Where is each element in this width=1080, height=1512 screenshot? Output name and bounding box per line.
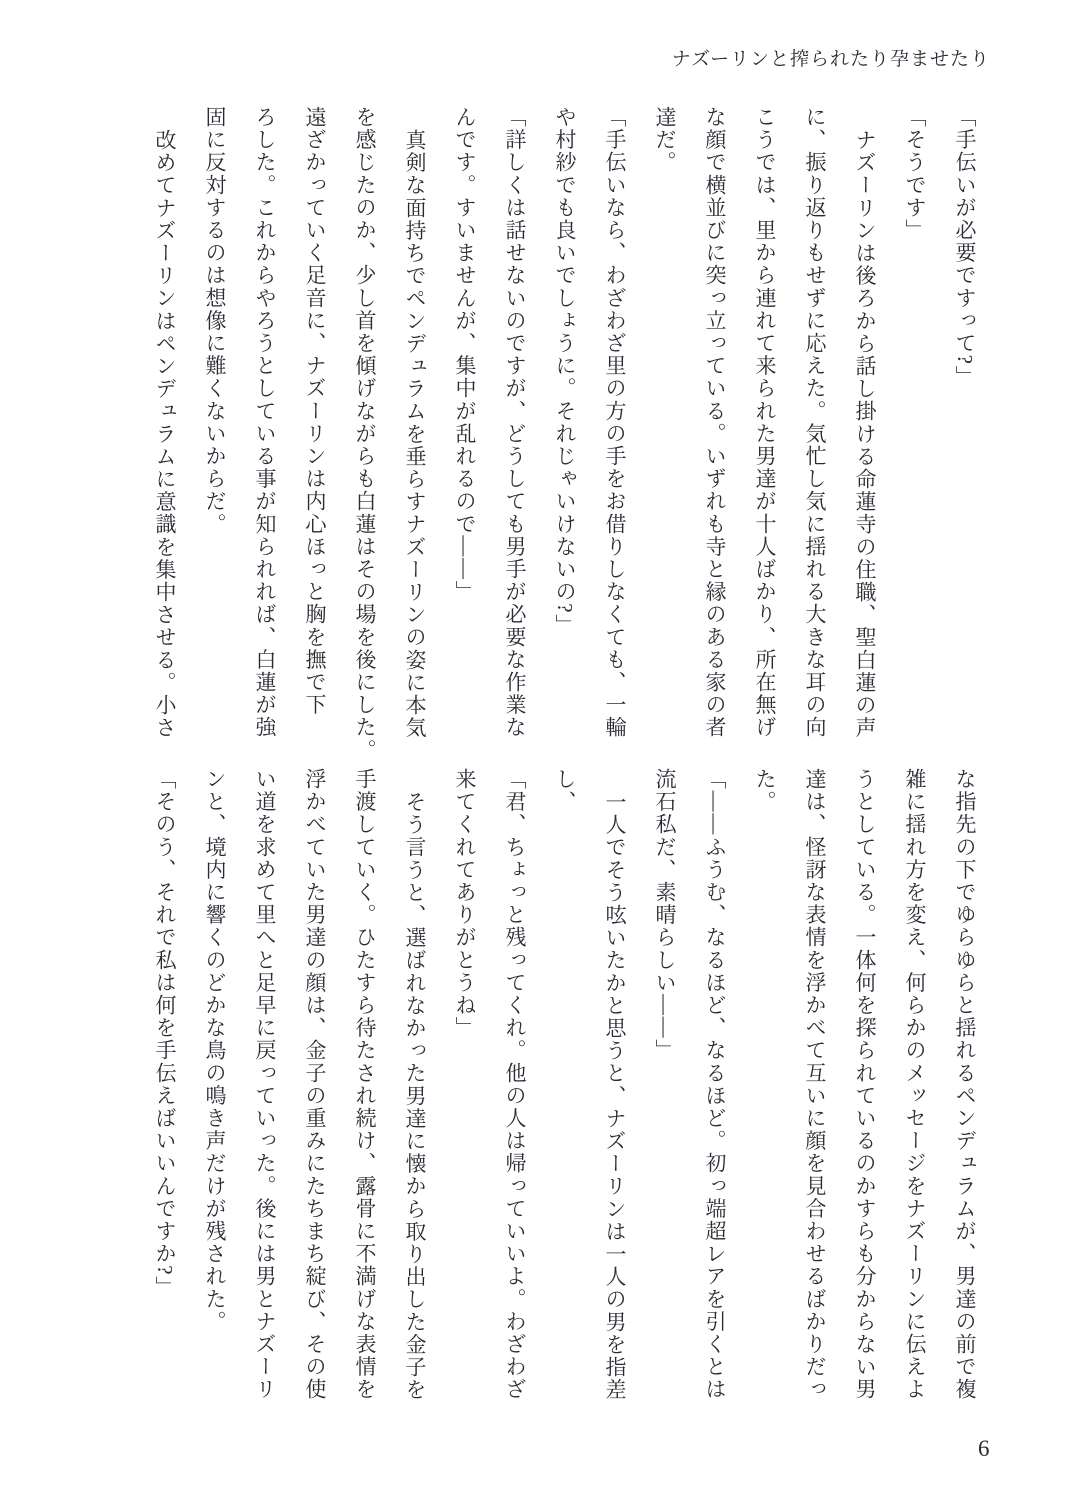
text-line: な指先の下でゆらゆらと揺れるペンデュラムが、男達の前で複 xyxy=(953,768,977,1401)
text-block-top xyxy=(140,106,990,770)
text-line: た。 xyxy=(753,768,777,814)
text-line: 「手伝いなら、わざわざ里の方の手をお借りしなくても、一輪 xyxy=(603,106,627,739)
text-line: 手渡していく。ひたすら待たされ続け、露骨に不満げな表情を xyxy=(353,768,377,1401)
running-header: ナズーリンと搾られたり孕ませたり xyxy=(671,49,990,70)
text-line: 遠ざかっていく足音に、ナズーリンは内心ほっと胸を撫で下 xyxy=(303,106,327,717)
text-line: そう言うと、選ばれなかった男達に懐から取り出した金子を xyxy=(403,791,427,1402)
text-line: 来てくれてありがとうね」 xyxy=(453,768,477,1040)
text-line: 「そうです」 xyxy=(903,106,927,242)
text-line: 真剣な面持ちでペンデュラムを垂らすナズーリンの姿に本気 xyxy=(403,129,427,740)
text-block-bottom xyxy=(140,768,990,1432)
text-line: 「――ふうむ、なるほど、なるほど。初っ端超レアを引くとは xyxy=(703,768,727,1401)
text-line: ンと、境内に響くのどかな鳥の鳴き声だけが残された。 xyxy=(203,768,227,1333)
text-line: 「詳しくは話せないのですが、どうしても男手が必要な作業な xyxy=(503,106,527,739)
text-line: や村紗でも良いでしょうに。それじゃいけないの?」 xyxy=(553,106,577,637)
text-line: し、 xyxy=(553,768,577,814)
text-line: 「君、ちょっと残ってくれ。他の人は帰っていいよ。わざわざ xyxy=(503,768,527,1401)
text-line: ナズーリンは後ろから話し掛ける命蓮寺の住職、聖白蓮の声 xyxy=(853,129,877,740)
text-line: 「手伝いが必要ですって?」 xyxy=(953,106,977,389)
text-line: い道を求めて里へと足早に戻っていった。後には男とナズーリ xyxy=(253,768,277,1401)
page-number: 6 xyxy=(978,1436,990,1461)
text-line: うとしている。一体何を探られているのかすらも分からない男 xyxy=(853,768,877,1401)
text-line: を感じたのか、少し首を傾げながらも白蓮はその場を後にした。 xyxy=(353,106,377,762)
text-line: な顔で横並びに突っ立っている。いずれも寺と縁のある家の者 xyxy=(703,106,727,739)
text-line: こうでは、里から連れて来られた男達が十人ばかり、所在無げ xyxy=(753,106,777,739)
text-line: 一人でそう呟いたかと思うと、ナズーリンは一人の男を指差 xyxy=(603,791,627,1402)
text-line: 固に反対するのは想像に難くないからだ。 xyxy=(203,106,227,536)
text-line: 達だ。 xyxy=(653,106,677,174)
text-line: 雑に揺れ方を変え、何らかのメッセージをナズーリンに伝えよ xyxy=(903,768,927,1401)
text-line: ろした。これからやろうとしている事が知られれば、白蓮が強 xyxy=(253,106,277,739)
text-line: 浮かべていた男達の顔は、金子の重みにたちまち綻び、その使 xyxy=(303,768,327,1401)
text-line: 「そのう、それで私は何を手伝えばいいんですか?」 xyxy=(153,768,177,1299)
text-line: んです。すいませんが、集中が乱れるので――」 xyxy=(453,106,477,604)
text-line: 達は、怪訝な表情を浮かべて互いに顔を見合わせるばかりだっ xyxy=(803,768,827,1401)
text-line: 流石私だ、素晴らしい――」 xyxy=(653,768,677,1062)
text-line: 改めてナズーリンはペンデュラムに意識を集中させる。小さ xyxy=(153,129,177,740)
text-line: に、振り返りもせずに応えた。気忙し気に揺れる大きな耳の向 xyxy=(803,106,827,739)
